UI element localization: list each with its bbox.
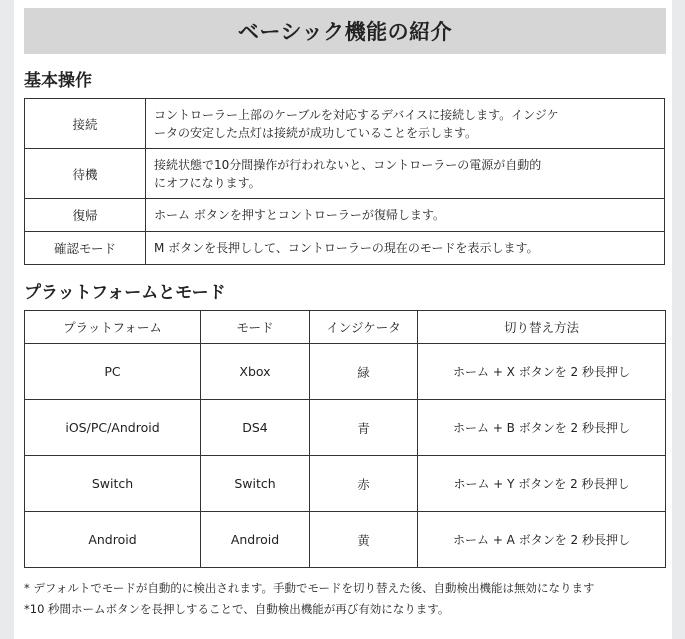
- op-description: [146, 149, 665, 199]
- column-header-indicator: インジケータ: [310, 311, 418, 344]
- table-row: [25, 344, 666, 400]
- op-description: [146, 232, 665, 265]
- table-row: [25, 232, 665, 265]
- op-desc-line: コントローラー上部のケーブルを対応するデバイスに接続します。インジケ: [154, 107, 559, 122]
- column-header-mode: モード: [201, 311, 310, 344]
- platform-cell: PC: [25, 344, 201, 400]
- indicator-cell: 緑: [310, 344, 418, 400]
- table-row: [25, 199, 665, 232]
- column-header-platform: プラットフォーム: [25, 311, 201, 344]
- manual-page: [14, 0, 672, 639]
- platform-cell: Switch: [25, 456, 201, 512]
- indicator-cell: 黄: [310, 512, 418, 568]
- page-title: ベーシック機能の紹介: [24, 8, 666, 54]
- indicator-cell: 赤: [310, 456, 418, 512]
- modes-heading: プラットフォームとモード: [24, 283, 226, 303]
- table-header-row: [25, 311, 666, 344]
- op-desc-line: ホーム ボタンを押すとコントローラーが復帰します。: [154, 208, 445, 222]
- table-row: [25, 400, 666, 456]
- footnote: *10 秒間ホームボタンを長押しすることで、自動検出機能が再び有効になります。: [24, 602, 450, 616]
- mode-cell: Xbox: [201, 344, 310, 400]
- modes-table: [24, 310, 666, 568]
- basic-ops-heading: 基本操作: [24, 71, 92, 91]
- op-name: 確認モード: [25, 232, 146, 265]
- table-row: [25, 99, 665, 149]
- column-header-switch-method: 切り替え方法: [418, 311, 666, 344]
- table-row: [25, 456, 666, 512]
- op-desc-line: M ボタンを長押しして、コントローラーの現在のモードを表示します。: [154, 241, 539, 255]
- op-desc-line: ータの安定した点灯は接続が成功していることを示します。: [154, 125, 478, 140]
- op-desc-line: 接続状態で10分間操作が行われないと、コントローラーの電源が自動的: [154, 157, 542, 172]
- table-row: [25, 149, 665, 199]
- op-desc-line: にオフになります。: [154, 175, 261, 190]
- footnote: * デフォルトでモードが自動的に検出されます。手動でモードを切り替えた後、自動検出機能は無効になります: [24, 581, 595, 595]
- op-name: 待機: [25, 149, 146, 199]
- op-description: [146, 199, 665, 232]
- switch-method-cell: ホーム + X ボタンを 2 秒長押し: [418, 344, 666, 400]
- mode-cell: Switch: [201, 456, 310, 512]
- footnotes: [24, 578, 595, 620]
- op-name: 接続: [25, 99, 146, 149]
- basic-ops-table: [24, 98, 665, 265]
- indicator-cell: 青: [310, 400, 418, 456]
- switch-method-cell: ホーム + B ボタンを 2 秒長押し: [418, 400, 666, 456]
- switch-method-cell: ホーム + Y ボタンを 2 秒長押し: [418, 456, 666, 512]
- table-row: [25, 512, 666, 568]
- platform-cell: iOS/PC/Android: [25, 400, 201, 456]
- op-name: 復帰: [25, 199, 146, 232]
- op-description: [146, 99, 665, 149]
- mode-cell: DS4: [201, 400, 310, 456]
- platform-cell: Android: [25, 512, 201, 568]
- mode-cell: Android: [201, 512, 310, 568]
- switch-method-cell: ホーム + A ボタンを 2 秒長押し: [418, 512, 666, 568]
